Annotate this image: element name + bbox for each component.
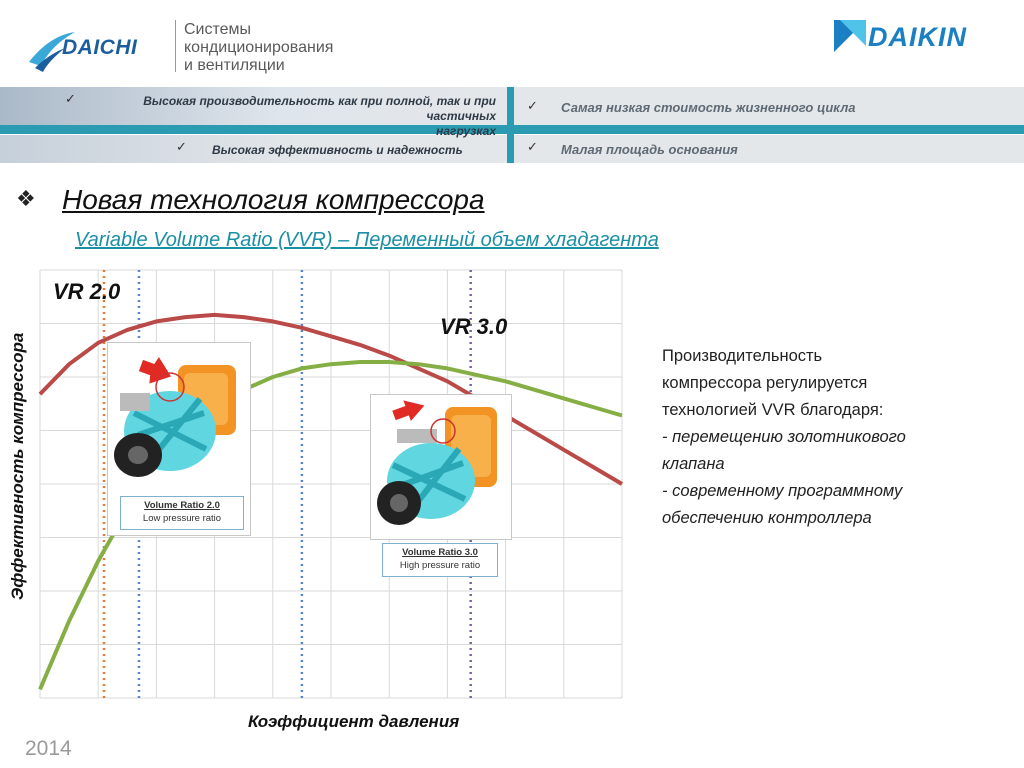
vr2-label: VR 2.0 — [53, 279, 121, 304]
benefits-vertical-divider — [507, 87, 514, 163]
description — [662, 343, 992, 532]
description-item-2: - современному программному — [662, 482, 903, 500]
compressor-icon — [371, 395, 511, 539]
y-axis-label: Эффективность компрессора — [8, 332, 27, 600]
page-title: Новая технология компрессора — [62, 184, 485, 215]
compressor-vr3-image — [370, 394, 512, 540]
description-item-1-cont: клапана — [662, 455, 725, 473]
caption-subtitle: High pressure ratio — [399, 560, 481, 571]
checkmark-icon: ✓ — [65, 91, 76, 106]
tagline-line-2: кондиционирования — [184, 39, 334, 56]
caption-title: Volume Ratio 3.0 — [402, 547, 478, 558]
daichi-logo: DAICHI — [62, 36, 138, 59]
description-line: Производительность — [662, 347, 823, 365]
daikin-logo: DAIKIN — [868, 22, 967, 52]
tagline-line-3: и вентиляции — [184, 57, 285, 74]
benefit-row2-right: Малая площадь основания — [561, 142, 738, 157]
benefit-row1-right: Самая низкая стоимость жизненного цикла — [561, 100, 856, 115]
checkmark-icon: ✓ — [527, 98, 538, 113]
description-item-1: - перемещению золотникового — [662, 428, 906, 446]
caption-subtitle: Low pressure ratio — [142, 513, 222, 524]
daikin-triangle-icon — [832, 18, 868, 54]
description-line: технологией VVR благодаря: — [662, 401, 884, 419]
x-axis-label: Коэффициент давления — [248, 712, 460, 731]
header-divider — [175, 20, 176, 72]
benefit-row1-left-line2: нагрузках — [436, 124, 496, 138]
benefit-row1-left-line1: Высокая производительность как при полной, так и при частичных — [143, 94, 496, 123]
description-item-2-cont: обеспечению контроллера — [662, 509, 872, 527]
compressor-vr2-caption — [120, 496, 244, 530]
description-line: компрессора регулируется — [662, 374, 868, 392]
checkmark-icon: ✓ — [176, 139, 187, 154]
benefit-row2-left: Высокая эффективность и надежность — [212, 143, 463, 157]
caption-title: Volume Ratio 2.0 — [144, 500, 220, 511]
benefit-row1-left — [100, 94, 496, 139]
compressor-vr3-caption — [382, 543, 498, 577]
efficiency-chart — [0, 262, 640, 712]
checkmark-icon: ✓ — [527, 139, 538, 154]
vr3-label: VR 3.0 — [440, 314, 508, 339]
compressor-icon — [108, 343, 250, 493]
page-subtitle: Variable Volume Ratio (VVR) – Переменный объем хладагента — [75, 229, 659, 251]
footer-year: 2014 — [25, 737, 72, 760]
tagline-line-1: Системы — [184, 21, 252, 38]
diamond-bullet-icon: ❖ — [16, 186, 36, 211]
